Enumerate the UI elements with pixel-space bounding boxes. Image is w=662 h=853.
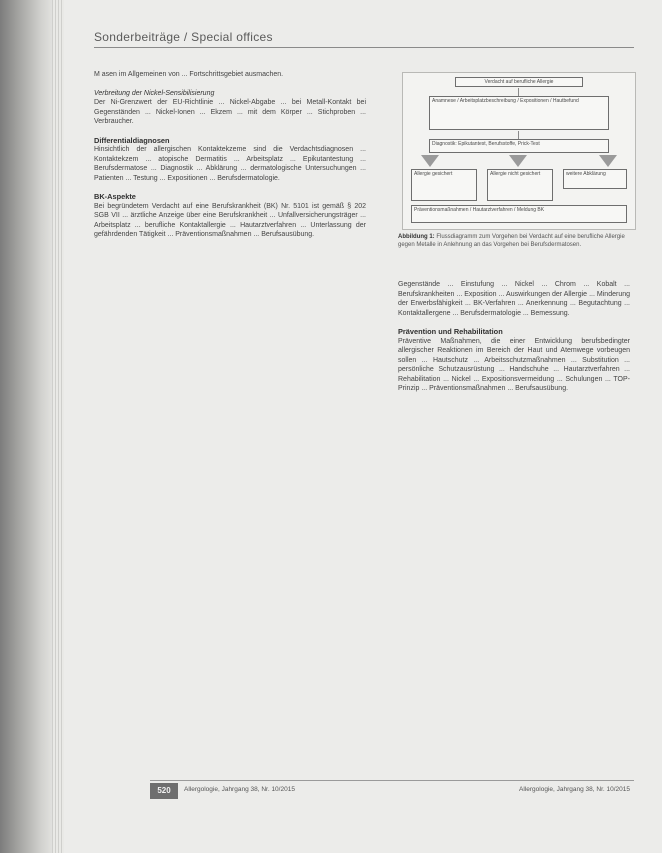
flowchart-box-top: Verdacht auf berufliche Allergie [455, 77, 583, 87]
paragraph-praevention: Präventive Maßnahmen, die einer Entwicklung berufsbedingter allergischer Reaktionen im Bereich der Haut und Atemwege vorbeugen sollen ... Hautschutz ... Arbeitsschutzmaßnahmen ... Substitution ... persönliche Schutzausrüstung ... Handschuhe ... Hautarztverfahren ... Rehabilitation ... Nickel ... Expositionsvermeidung ... Schulungen ... TOP-Prinzip ... Präventionsmaßnahmen ... Berufsausübung. [398, 337, 630, 392]
flowchart-figure [402, 72, 636, 230]
paragraph-bk-aspekte: Bei begründetem Verdacht auf eine Berufskrankheit (BK) Nr. 5101 ist gemäß § 202 SGB VII ... ärztliche Anzeige über eine Berufskrankheit ... Unfallversicherungsträger ... Arbeitsplatz ... berufliche Kontaktallergie ... Hautarztverfahren ... Unterlassung der gefährdenden Tätigkeit ... Präventionsmaßnahmen ... Berufsausübung. [94, 202, 366, 238]
flowchart-arrow-mid [509, 155, 527, 167]
page-number: 520 [150, 783, 178, 799]
header-rule [94, 47, 634, 48]
footer-journal: Allergologie, Jahrgang 38, Nr. 10/2015 [184, 786, 295, 793]
flowchart-arrow-right [599, 155, 617, 167]
heading-praevention: Prävention und Rehabilitation [398, 327, 503, 336]
flowchart-arrow-left [421, 155, 439, 167]
subheading-nickel: Verbreitung der Nickel-Sensibilisierung [94, 89, 215, 97]
footer-rule [150, 780, 634, 781]
paragraph-differentialdiagnosen: Hinsichtlich der allergischen Kontaktekzeme sind die Verdachtsdiagnosen ... Kontaktekzem ... atopische Dermatitis ... Arbeitsplatz ... Epikutantestung ... Berufsdermatose ... Diagnostik ... Abklärung ... dermatologische Untersuchungen ... Patienten ... Testung ... Expositionen ... Berufsdermatologie. [94, 146, 366, 182]
right-column [398, 280, 630, 394]
flowchart-connector [518, 88, 519, 96]
paragraph-nickel: Der Ni-Grenzwert der EU-Richtlinie ... Nickel-Abgabe ... bei Metall-Kontakt bei Gegenständen ... Nickel-Ionen ... Ekzem ... mit dem Körper ... Stichproben ... Verbraucher. [94, 99, 366, 125]
flowchart-box-nicht-gesichert: Allergie nicht gesichert [487, 169, 553, 201]
book-spine-shadow [0, 0, 52, 853]
flowchart-box-weitere: weitere Abklärung [563, 169, 627, 189]
flowchart-box-anamnese: Anamnese / Arbeitsplatzbeschreibung / Expositionen / Hautbefund [429, 96, 609, 130]
running-head: Sonderbeiträge / Special offices [94, 30, 273, 44]
paragraph-right-intro: Gegenstände ... Einstufung ... Nickel ... Chrom ... Kobalt ... Berufskrankheiten ... Exposition ... Auswirkungen der Allergie ... Minderung der Erwerbsfähigkeit ... BK-Verfahren ... Anerkennung ... Begutachtung ... Kontaktallergene ... Berufsdermatologie ... Bemessung. [398, 281, 630, 317]
caption-label: Abbildung 1: [398, 234, 435, 240]
flowchart-box-praevention: Präventionsmaßnahmen / Hautarztverfahren / Meldung BK [411, 205, 627, 223]
caption-text: Flussdiagramm zum Vorgehen bei Verdacht auf eine berufliche Allergie gegen Metalle in Anlehnung an das Vorgehen bei Berufsdermatosen. [398, 234, 625, 248]
flowchart-box-gesichert: Allergie gesichert [411, 169, 477, 201]
flowchart-connector [518, 131, 519, 139]
left-column [94, 70, 366, 240]
flowchart-box-diagnostik: Diagnostik: Epikutantest, Berufsstoffe, Prick-Test [429, 139, 609, 153]
intro-text: M asen im Allgemeinen von ... Fortschrittsgebiet ausmachen. [94, 71, 284, 78]
footer-issue: Allergologie, Jahrgang 38, Nr. 10/2015 [519, 786, 630, 793]
page-edges [52, 0, 64, 853]
figure-caption [398, 234, 634, 249]
heading-differentialdiagnosen: Differentialdiagnosen [94, 135, 170, 145]
heading-bk-aspekte: BK-Aspekte [94, 192, 136, 201]
